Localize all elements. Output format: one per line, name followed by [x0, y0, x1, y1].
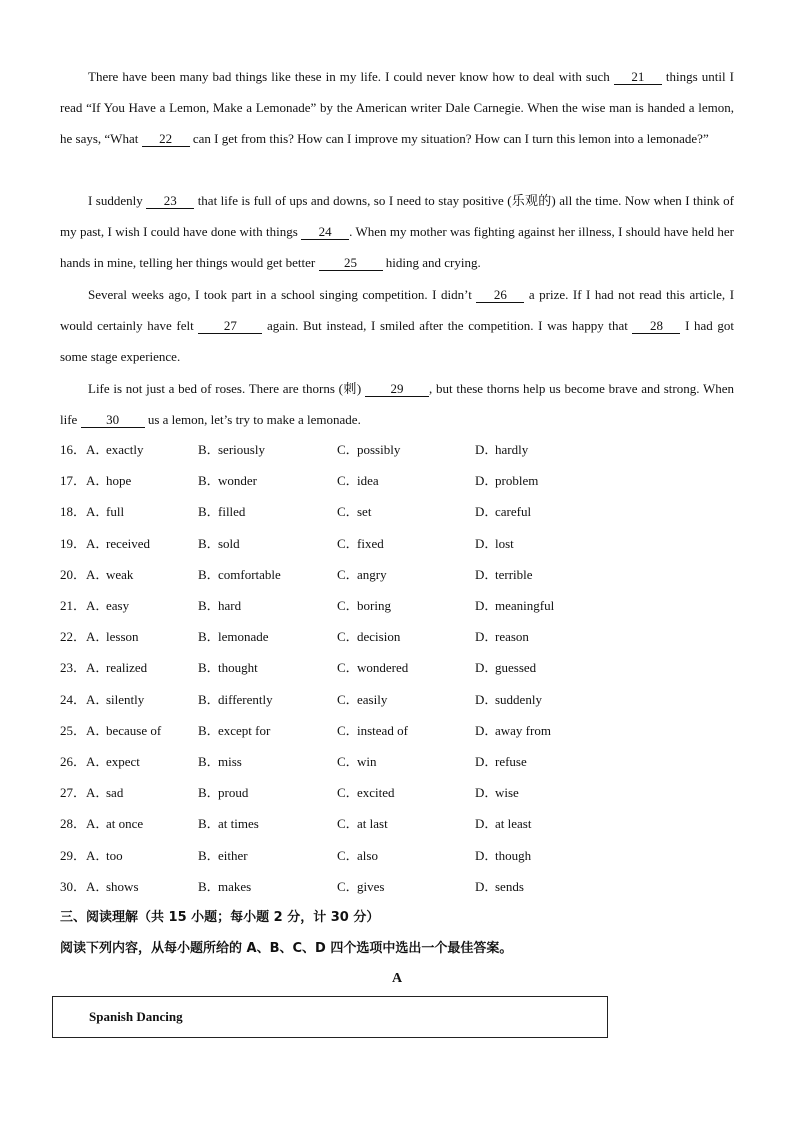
option-c[interactable]	[337, 502, 371, 522]
option-a[interactable]	[86, 440, 144, 460]
option-text: problem	[495, 473, 539, 489]
question-number: 27．	[60, 785, 87, 801]
option-letter: D．	[475, 473, 498, 489]
blank-23: 23	[146, 194, 194, 209]
option-d[interactable]	[475, 596, 554, 616]
option-text: weak	[106, 566, 134, 582]
option-letter: C．	[337, 816, 359, 832]
option-c[interactable]	[337, 752, 377, 772]
option-d[interactable]	[475, 877, 524, 897]
option-text: meaningful	[495, 598, 555, 613]
option-letter: D．	[475, 629, 498, 645]
question-row	[60, 534, 740, 554]
option-letter: D．	[475, 816, 498, 832]
passage-text: I suddenly	[88, 193, 143, 208]
option-letter: A．	[86, 847, 109, 863]
option-text: fixed	[357, 535, 384, 551]
option-b[interactable]	[198, 690, 273, 710]
option-c[interactable]	[337, 565, 387, 585]
option-letter: A．	[86, 691, 109, 707]
option-d[interactable]	[475, 752, 527, 772]
option-a[interactable]	[86, 783, 123, 803]
option-text: hope	[106, 473, 132, 489]
option-text: comfortable	[218, 566, 281, 582]
option-text: terrible	[495, 566, 533, 582]
option-text: except for	[218, 722, 271, 738]
question-number: 29．	[60, 847, 87, 863]
passage-text: . When my mother was fighting against her illness, I should have held her hands in mine, telling her things would get better	[60, 224, 735, 270]
option-letter: A．	[86, 816, 109, 832]
option-letter: A．	[86, 660, 109, 676]
question-row	[60, 752, 740, 772]
option-letter: D．	[475, 785, 498, 801]
option-b[interactable]	[198, 814, 259, 834]
option-letter: A．	[86, 878, 109, 894]
option-letter: C．	[337, 566, 359, 582]
option-b[interactable]	[198, 534, 240, 554]
option-d[interactable]	[475, 534, 514, 554]
option-letter: D．	[475, 660, 498, 676]
option-letter: D．	[475, 691, 498, 707]
question-row	[60, 627, 740, 647]
option-text: win	[357, 754, 377, 769]
option-letter: B．	[198, 816, 220, 832]
option-a[interactable]	[86, 721, 161, 741]
option-text: at times	[218, 816, 259, 832]
option-letter: B．	[198, 473, 220, 489]
option-d[interactable]	[475, 440, 528, 460]
option-text: at once	[106, 816, 144, 832]
option-text: seriously	[218, 442, 265, 457]
option-d[interactable]	[475, 846, 531, 866]
option-text: sad	[106, 785, 124, 801]
blank-28: 28	[632, 319, 680, 334]
option-text: set	[357, 504, 372, 520]
option-b[interactable]	[198, 783, 248, 803]
option-letter: C．	[337, 785, 359, 801]
option-a[interactable]	[86, 814, 143, 834]
question-row	[60, 658, 740, 678]
passage-text: Several weeks ago, I took part in a school singing competition. I didn’t	[88, 287, 472, 302]
option-b[interactable]	[198, 658, 258, 678]
option-text: filled	[218, 504, 246, 520]
option-letter: C．	[337, 691, 359, 707]
option-letter: B．	[198, 535, 220, 551]
option-b[interactable]	[198, 627, 269, 647]
option-letter: B．	[198, 660, 220, 676]
option-letter: C．	[337, 535, 359, 551]
question-number: 17．	[60, 473, 87, 489]
option-text: suddenly	[495, 691, 542, 707]
option-letter: B．	[198, 442, 220, 457]
option-b[interactable]	[198, 877, 251, 897]
question-number: 28．	[60, 816, 87, 832]
option-text: lost	[495, 535, 514, 551]
passage-paragraph-4	[60, 373, 734, 435]
question-number: 23．	[60, 660, 87, 676]
option-c[interactable]	[337, 877, 384, 897]
option-text: boring	[357, 598, 391, 613]
question-number: 26．	[60, 754, 87, 769]
option-letter: B．	[198, 691, 220, 707]
question-row	[60, 877, 740, 897]
question-row	[60, 783, 740, 803]
question-row	[60, 440, 740, 460]
blank-29: 29	[365, 382, 429, 397]
option-letter: D．	[475, 598, 498, 613]
option-d[interactable]	[475, 721, 551, 741]
option-b[interactable]	[198, 721, 270, 741]
option-letter: A．	[86, 566, 109, 582]
reading-box-title: Spanish Dancing	[89, 1009, 183, 1024]
option-text: reason	[495, 629, 529, 645]
passage-text: again. But instead, I smiled after the competition. I was happy that	[266, 318, 628, 333]
option-c[interactable]	[337, 440, 400, 460]
passage-text: things until I read “If You Have a Lemon, Make a Lemonade” by the American writer Dale Carnegie. When the wise man is handed a lemon, he says, “What	[60, 69, 735, 146]
option-text: easily	[357, 691, 388, 707]
option-text: wondered	[357, 660, 409, 676]
option-letter: A．	[86, 535, 109, 551]
option-text: realized	[106, 660, 148, 676]
question-row	[60, 846, 740, 866]
option-text: silently	[106, 691, 145, 707]
option-text: exactly	[106, 442, 144, 457]
option-letter: A．	[86, 442, 109, 457]
option-letter: A．	[86, 598, 109, 613]
option-text: proud	[218, 785, 249, 801]
option-letter: C．	[337, 629, 359, 645]
question-row	[60, 721, 740, 741]
option-letter: C．	[337, 504, 359, 520]
option-text: makes	[218, 878, 252, 894]
option-letter: C．	[337, 473, 359, 489]
option-text: at least	[495, 816, 532, 832]
option-a[interactable]	[86, 596, 129, 616]
option-text: easy	[106, 598, 130, 613]
option-letter: B．	[198, 785, 220, 801]
option-b[interactable]	[198, 565, 281, 585]
option-c[interactable]	[337, 783, 395, 803]
option-d[interactable]	[475, 627, 529, 647]
option-c[interactable]	[337, 534, 384, 554]
passage-text: a prize. If I had not read this article, I would certainly have felt	[60, 287, 735, 333]
reading-box	[52, 996, 608, 1038]
option-letter: B．	[198, 847, 220, 863]
option-text: also	[357, 847, 378, 863]
option-letter: C．	[337, 722, 359, 738]
option-text: full	[106, 504, 125, 520]
option-text: refuse	[495, 754, 527, 769]
option-letter: B．	[198, 566, 220, 582]
option-a[interactable]	[86, 658, 147, 678]
option-text: though	[495, 847, 532, 863]
option-c[interactable]	[337, 658, 408, 678]
option-text: excited	[357, 785, 395, 801]
option-text: away from	[495, 722, 551, 738]
option-letter: A．	[86, 754, 109, 769]
question-number: 20．	[60, 566, 87, 582]
option-a[interactable]	[86, 690, 144, 710]
section-instruction: 阅读下列内容，从每小题所给的 A、B、C、D 四个选项中选出一个最佳答案。	[60, 941, 513, 956]
option-letter: A．	[86, 629, 109, 645]
blank-30: 30	[81, 413, 145, 428]
option-d[interactable]	[475, 690, 542, 710]
option-d[interactable]	[475, 783, 519, 803]
option-letter: C．	[337, 598, 359, 613]
option-letter: B．	[198, 878, 220, 894]
option-text: at last	[357, 816, 388, 832]
blank-22: 22	[142, 132, 190, 147]
option-letter: D．	[475, 754, 498, 769]
passage-paragraph-3	[60, 279, 734, 372]
option-letter: A．	[86, 473, 109, 489]
question-number: 19．	[60, 535, 87, 551]
passage-text: , but these thorns help us become brave and strong. When life	[60, 381, 735, 427]
option-letter: B．	[198, 722, 220, 738]
option-d[interactable]	[475, 565, 533, 585]
blank-25: 25	[319, 256, 383, 271]
option-text: guessed	[495, 660, 537, 676]
blank-26: 26	[476, 288, 524, 303]
option-text: lemonade	[218, 629, 269, 645]
option-text: either	[218, 847, 248, 863]
option-text: wise	[495, 785, 519, 801]
option-text: shows	[106, 878, 139, 894]
passage-text: There have been many bad things like these in my life. I could never know how to deal with such	[88, 69, 610, 84]
option-letter: D．	[475, 847, 498, 863]
option-letter: A．	[86, 722, 109, 738]
option-letter: A．	[86, 504, 109, 520]
option-b[interactable]	[198, 440, 265, 460]
question-number: 21．	[60, 598, 87, 613]
option-a[interactable]	[86, 752, 140, 772]
option-letter: A．	[86, 785, 109, 801]
option-text: wonder	[218, 473, 257, 489]
option-letter: D．	[475, 504, 498, 520]
option-text: possibly	[357, 442, 401, 457]
option-c[interactable]	[337, 471, 379, 491]
option-letter: D．	[475, 722, 498, 738]
option-c[interactable]	[337, 690, 387, 710]
option-text: miss	[218, 754, 242, 769]
option-a[interactable]	[86, 846, 123, 866]
question-number: 30．	[60, 878, 87, 894]
passage-text: that life is full of ups and downs, so I need to stay positive (乐观的) all the time. Now when I think of my past, I wish I could have done with things	[60, 193, 735, 239]
option-c[interactable]	[337, 846, 378, 866]
option-letter: B．	[198, 754, 220, 769]
question-number: 22．	[60, 629, 87, 645]
question-row	[60, 596, 740, 616]
option-text: instead of	[357, 722, 408, 738]
option-text: hard	[218, 598, 242, 613]
option-d[interactable]	[475, 471, 538, 491]
passage-text: hiding and crying.	[385, 255, 481, 270]
passage-paragraph-2	[60, 185, 734, 278]
option-text: because of	[106, 722, 162, 738]
blank-24: 24	[301, 225, 349, 240]
option-text: angry	[357, 566, 387, 582]
question-row	[60, 814, 740, 834]
part-letter: A	[391, 971, 403, 986]
option-a[interactable]	[86, 534, 150, 554]
option-letter: C．	[337, 847, 359, 863]
passage-paragraph-1	[60, 61, 734, 154]
option-c[interactable]	[337, 627, 400, 647]
question-row	[60, 471, 740, 491]
option-a[interactable]	[86, 877, 139, 897]
passage-text: Life is not just a bed of roses. There are thorns (刺)	[88, 381, 362, 396]
question-number: 25．	[60, 722, 87, 738]
option-a[interactable]	[86, 627, 139, 647]
option-text: sold	[218, 535, 240, 551]
question-row	[60, 565, 740, 585]
option-text: gives	[357, 878, 385, 894]
option-b[interactable]	[198, 471, 257, 491]
question-row	[60, 502, 740, 522]
blank-27: 27	[198, 319, 262, 334]
section-heading: 三、阅读理解（共 15 小题；每小题 2 分，计 30 分）	[60, 910, 380, 925]
option-text: thought	[218, 660, 258, 676]
question-number: 24．	[60, 691, 87, 707]
option-b[interactable]	[198, 596, 241, 616]
option-letter: B．	[198, 504, 220, 520]
passage-text: us a lemon, let’s try to make a lemonade.	[147, 412, 361, 427]
option-letter: D．	[475, 878, 498, 894]
option-letter: D．	[475, 442, 498, 457]
option-text: lesson	[106, 629, 139, 645]
option-letter: C．	[337, 754, 359, 769]
option-b[interactable]	[198, 752, 242, 772]
option-letter: C．	[337, 442, 359, 457]
question-number: 18．	[60, 504, 87, 520]
option-letter: D．	[475, 535, 498, 551]
option-text: decision	[357, 629, 401, 645]
option-a[interactable]	[86, 502, 124, 522]
option-a[interactable]	[86, 471, 131, 491]
option-letter: C．	[337, 878, 359, 894]
option-letter: C．	[337, 660, 359, 676]
passage-text: can I get from this? How can I improve my situation? How can I turn this lemon into a lemonade?”	[192, 131, 709, 146]
option-letter: D．	[475, 566, 498, 582]
option-text: received	[106, 535, 151, 551]
option-a[interactable]	[86, 565, 133, 585]
option-b[interactable]	[198, 502, 245, 522]
option-d[interactable]	[475, 658, 536, 678]
option-d[interactable]	[475, 502, 531, 522]
option-c[interactable]	[337, 596, 391, 616]
option-d[interactable]	[475, 814, 531, 834]
passage-text: I had got some stage experience.	[60, 318, 735, 364]
blank-21: 21	[614, 70, 662, 85]
question-row	[60, 690, 740, 710]
option-letter: B．	[198, 629, 220, 645]
option-text: too	[106, 847, 123, 863]
question-number: 16．	[60, 442, 87, 457]
option-text: idea	[357, 473, 379, 489]
option-text: differently	[218, 691, 273, 707]
option-c[interactable]	[337, 814, 388, 834]
option-c[interactable]	[337, 721, 408, 741]
option-b[interactable]	[198, 846, 248, 866]
option-text: expect	[106, 754, 140, 769]
option-text: sends	[495, 878, 524, 894]
option-text: hardly	[495, 442, 529, 457]
option-text: careful	[495, 504, 532, 520]
option-letter: B．	[198, 598, 220, 613]
